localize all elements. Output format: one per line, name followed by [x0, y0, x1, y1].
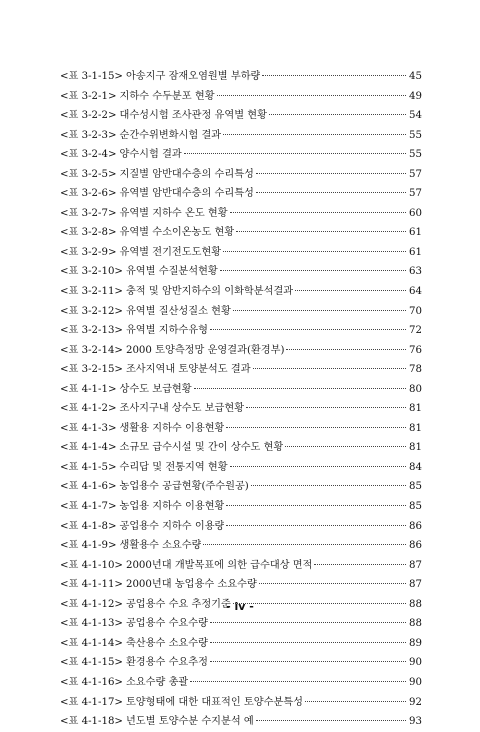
toc-entry-label: <표 3-2-5>	[60, 168, 117, 180]
toc-entry-page: 45	[409, 71, 422, 82]
toc-entry	[60, 145, 422, 165]
toc-entry-label: <표 3-2-14>	[60, 344, 123, 356]
toc-entry-label: <표 4-1-15>	[60, 657, 123, 669]
toc-entry-label: <표 3-2-15>	[60, 364, 123, 376]
toc-leader-dots	[236, 231, 406, 232]
toc-entry-page: 55	[409, 149, 422, 161]
toc-entry-page: 61	[409, 246, 422, 258]
toc-entry-title: 순간수위변화시험 결과	[119, 129, 222, 141]
toc-entry-title: 생활용 지하수 이용현황	[119, 422, 225, 434]
toc-entry-label: <표 3-2-2>	[60, 110, 117, 122]
toc-entry-page: 72	[409, 325, 422, 337]
toc-entry-title: 조사지구내 상수도 보급현황	[119, 403, 245, 415]
toc-entry-page: 61	[409, 227, 422, 239]
toc-entry-label: <표 4-1-8>	[60, 520, 117, 532]
toc-entry-title: 지질별 암반대수층의 수리특성	[119, 168, 254, 180]
toc-entry-label: <표 4-1-14>	[60, 637, 123, 649]
toc-leader-dots	[210, 661, 406, 662]
toc-leader-dots	[230, 466, 406, 467]
toc-entry-label: <표 3-2-11>	[60, 286, 123, 298]
toc-entry	[60, 634, 422, 654]
toc-entry	[60, 653, 422, 673]
toc-entry-label: <표 3-2-4>	[60, 149, 117, 161]
toc-entry-label: <표 3-2-3>	[60, 129, 117, 141]
toc-leader-dots	[233, 310, 406, 311]
toc-entry-page: 70	[409, 305, 422, 317]
toc-entry-page: 80	[409, 383, 422, 395]
toc-entry-page: 90	[409, 676, 422, 688]
toc-entry-page: 89	[409, 637, 422, 649]
toc-entry-page: 64	[409, 286, 422, 298]
toc-entry-page: 87	[409, 579, 422, 591]
toc-entry	[60, 223, 422, 243]
toc-leader-dots	[223, 134, 406, 135]
toc-leader-dots	[194, 388, 406, 389]
toc-leader-dots	[259, 583, 406, 584]
toc-entry	[60, 556, 422, 576]
toc-entry-title: 2000년대 농업용수 소요수량	[125, 579, 257, 591]
toc-entry-title: 공업용수 수요 추정기준	[125, 598, 231, 610]
toc-leader-dots	[210, 642, 406, 643]
toc-entry-title: 농업용수 공급현황(주수원공)	[119, 481, 249, 493]
toc-entry	[60, 712, 422, 732]
toc-entry-label: <표 4-1-4>	[60, 442, 117, 454]
toc-leader-dots	[210, 622, 406, 623]
toc-entry-page: 55	[409, 129, 422, 141]
toc-entry	[60, 477, 422, 497]
toc-entry-label: <표 3-2-9>	[60, 246, 117, 258]
toc-entry-page: 57	[409, 168, 422, 180]
toc-entry-label: <표 4-1-18>	[60, 716, 123, 728]
toc-entry	[60, 321, 422, 341]
toc-entry-title: 조사지역내 토양분석도 결과	[125, 364, 251, 376]
toc-entry-label: <표 4-1-11>	[60, 579, 123, 591]
toc-entry-title: 년도별 토양수분 수지분석 예	[125, 716, 254, 728]
toc-entry	[60, 282, 422, 302]
toc-leader-dots	[246, 407, 406, 408]
toc-leader-dots	[226, 427, 406, 428]
toc-entry-page: 93	[409, 716, 422, 728]
toc-leader-dots	[226, 505, 406, 506]
toc-entry-page: 49	[409, 90, 422, 102]
toc-entry-page: 81	[409, 442, 422, 454]
toc-entry	[60, 693, 422, 713]
toc-entry-label: <표 3-2-6>	[60, 188, 117, 200]
toc-entry-page: 81	[409, 403, 422, 415]
toc-entry-title: 농업용 지하수 이용현황	[119, 501, 225, 513]
toc-entry	[60, 106, 422, 126]
toc-entry-title: 소요수량 총괄	[125, 676, 189, 688]
toc-entry-title: 환경용수 수요추정	[125, 657, 208, 669]
toc-entry	[60, 380, 422, 400]
toc-entry-page: 81	[409, 422, 422, 434]
toc-entry-page: 57	[409, 188, 422, 200]
toc-leader-dots	[190, 681, 406, 682]
toc-entry-label: <표 4-1-10>	[60, 559, 123, 571]
toc-entry	[60, 536, 422, 556]
toc-leader-dots	[256, 192, 406, 193]
toc-leader-dots	[226, 525, 406, 526]
toc-entry-title: 2000 토양측정망 운영결과(환경부)	[125, 344, 285, 356]
toc-entry	[60, 673, 422, 693]
toc-entry-title: 유역별 지하수 온도 현황	[119, 207, 228, 219]
toc-entry	[60, 165, 422, 185]
toc-entry-page: 87	[409, 559, 422, 571]
toc-entry-title: 축산용수 소요수량	[125, 637, 208, 649]
toc-entry	[60, 87, 422, 107]
toc-leader-dots	[220, 270, 406, 271]
toc-entry	[60, 302, 422, 322]
toc-entry	[60, 438, 422, 458]
toc-entry-title: 충적 및 암반지하수의 이화학분석결과	[125, 286, 294, 298]
toc-entry	[60, 262, 422, 282]
toc-entry-label: <표 4-1-17>	[60, 696, 123, 708]
toc-entry-label: <표 4-1-16>	[60, 676, 123, 688]
toc-leader-dots	[256, 173, 406, 174]
toc-leader-dots	[285, 446, 406, 447]
toc-leader-dots	[230, 212, 406, 213]
toc-entry	[60, 126, 422, 146]
toc-entry-page: 54	[409, 110, 422, 122]
toc-entry	[60, 204, 422, 224]
toc-leader-dots	[217, 95, 406, 96]
page-footer: - iv -	[226, 600, 254, 613]
toc-entry	[60, 614, 422, 634]
toc-entry-label: <표 3-2-13>	[60, 325, 123, 337]
toc-leader-dots	[269, 114, 406, 115]
toc-entry-page: 92	[409, 696, 422, 708]
toc-entry-label: <표 4-1-3>	[60, 422, 117, 434]
toc-entry-page: 88	[409, 598, 422, 610]
toc-entry-label: <표 4-1-13>	[60, 618, 123, 630]
toc-entry-title: 상수도 보급현황	[119, 383, 192, 395]
toc-entry	[60, 517, 422, 537]
toc-entry-page: 76	[409, 344, 422, 356]
toc-entry-title: 유역별 수소이온농도 현황	[119, 227, 235, 239]
toc-entry-title: 소규모 급수시설 및 간이 상수도 현황	[119, 442, 284, 454]
toc-entry-title: 유역별 암반대수층의 수리특성	[119, 188, 254, 200]
toc-entry-title: 공업용수 수요수량	[125, 618, 208, 630]
toc-entry-page: 88	[409, 618, 422, 630]
toc-entry-title: 아송지구 잠재오염원별 부하량	[125, 71, 261, 82]
toc-entry-label: <표 3-2-10>	[60, 266, 123, 278]
toc-entry-label: <표 4-1-7>	[60, 501, 117, 513]
toc-entry	[60, 497, 422, 517]
toc-entry	[60, 67, 422, 87]
toc-entry-title: 2000년대 개발목표에 의한 급수대상 면적	[125, 559, 313, 571]
toc-entry-label: <표 3-2-12>	[60, 305, 123, 317]
toc-entry	[60, 360, 422, 380]
toc-entry-page: 85	[409, 501, 422, 513]
toc-entry-title: 생활용수 소요수량	[119, 540, 202, 552]
toc-entry-title: 양수시험 결과	[119, 149, 182, 161]
toc-entry-page: 60	[409, 207, 422, 219]
toc-entry-page: 85	[409, 481, 422, 493]
toc-entry-label: <표 3-1-15>	[60, 71, 123, 82]
toc-entry-title: 유역별 전기전도도현황	[119, 246, 222, 258]
toc-leader-dots	[256, 720, 406, 721]
toc-entry-title: 수리답 및 전통지역 현황	[119, 461, 228, 473]
toc-leader-dots	[314, 564, 406, 565]
toc-entry-page: 63	[409, 266, 422, 278]
toc-entry	[60, 184, 422, 204]
toc-leader-dots	[203, 544, 406, 545]
toc-leader-dots	[286, 349, 406, 350]
toc-leader-dots	[305, 701, 406, 702]
toc-entry-label: <표 4-1-6>	[60, 481, 117, 493]
toc-entry-page: 86	[409, 520, 422, 532]
toc-entry-page: 86	[409, 540, 422, 552]
table-of-contents	[60, 67, 422, 732]
toc-leader-dots	[210, 329, 406, 330]
toc-entry-title: 공업용수 지하수 이용량	[119, 520, 225, 532]
toc-leader-dots	[184, 153, 406, 154]
toc-entry	[60, 458, 422, 478]
toc-entry-page: 90	[409, 657, 422, 669]
toc-entry-label: <표 4-1-9>	[60, 540, 117, 552]
toc-entry-title: 대수성시험 조사관정 유역별 현황	[119, 110, 267, 122]
toc-entry-page: 84	[409, 461, 422, 473]
toc-entry-label: <표 4-1-12>	[60, 598, 123, 610]
toc-entry-label: <표 3-2-8>	[60, 227, 117, 239]
toc-entry-label: <표 4-1-1>	[60, 383, 117, 395]
toc-entry-title: 지하수 수두분포 현황	[119, 90, 215, 102]
toc-entry	[60, 243, 422, 263]
toc-leader-dots	[251, 485, 406, 486]
toc-entry-page: 78	[409, 364, 422, 376]
toc-entry-label: <표 3-2-1>	[60, 90, 117, 102]
toc-leader-dots	[223, 251, 406, 252]
toc-entry-label: <표 4-1-2>	[60, 403, 117, 415]
toc-entry-title: 유역별 질산성질소 현황	[125, 305, 231, 317]
toc-entry-title: 유역별 지하수유형	[125, 325, 208, 337]
toc-entry-label: <표 3-2-7>	[60, 207, 117, 219]
toc-leader-dots	[262, 75, 406, 76]
toc-entry-title: 유역별 수질분석현황	[125, 266, 218, 278]
toc-leader-dots	[295, 290, 406, 291]
toc-entry-label: <표 4-1-5>	[60, 461, 117, 473]
toc-leader-dots	[253, 368, 406, 369]
toc-entry-title: 토양형태에 대한 대표적인 토양수분특성	[125, 696, 303, 708]
toc-entry	[60, 399, 422, 419]
toc-entry	[60, 419, 422, 439]
toc-entry	[60, 341, 422, 361]
toc-entry	[60, 575, 422, 595]
